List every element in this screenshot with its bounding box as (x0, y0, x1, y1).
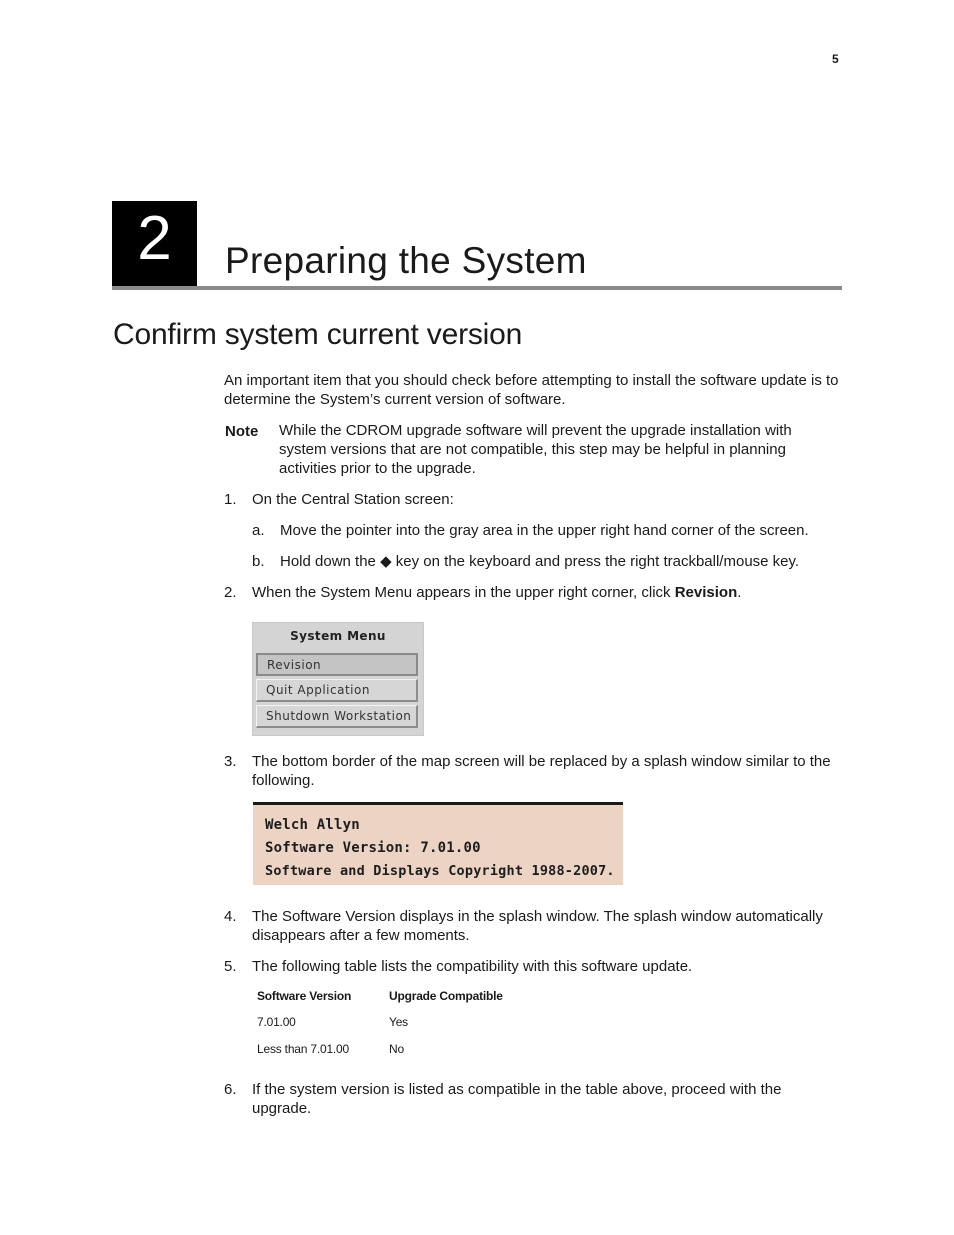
step-1b-text (280, 552, 845, 571)
step-6-text: If the system version is listed as compatible in the table above, proceed with the upgrade. (252, 1081, 782, 1117)
step-5-text: The following table lists the compatibility with this software update. (252, 958, 693, 975)
step-1a-marker: a. (252, 522, 265, 539)
page-number: 5 (832, 52, 839, 66)
system-menu-title: System Menu (290, 629, 386, 643)
step-1a-text: Move the pointer into the gray area in the upper right hand corner of the screen. (280, 522, 809, 539)
table-header-upgrade-compatible: Upgrade Compatible (389, 989, 503, 1003)
step-4-marker: 4. (224, 908, 237, 925)
revision-bold-term: Revision (674, 584, 738, 601)
chapter-number: 2 (137, 204, 172, 273)
menu-item-shutdown-workstation[interactable]: Shutdown Workstation (256, 705, 418, 728)
chapter-number-box (112, 201, 197, 287)
step-6-marker: 6. (224, 1081, 237, 1098)
note-label: Note (225, 423, 259, 440)
section-title: Confirm system current version (113, 318, 523, 351)
table-cell-compatible: Yes (389, 1015, 408, 1029)
step-2-text-before: When the System Menu appears in the upper right corner, click (252, 584, 675, 601)
diamond-key-icon: ◆ (380, 553, 392, 570)
chapter-rule (112, 286, 842, 290)
table-cell-version: 7.01.00 (257, 1015, 296, 1029)
splash-line-company: Welch Allyn (265, 817, 360, 833)
table-cell-compatible: No (389, 1042, 404, 1056)
step-5-marker: 5. (224, 958, 237, 975)
menu-item-revision[interactable]: Revision (256, 653, 418, 676)
step-2-text-after: . (737, 584, 742, 601)
chapter-title: Preparing the System (225, 240, 587, 281)
step-2-marker: 2. (224, 584, 237, 601)
splash-line-copyright: Software and Displays Copyright 1988-2007. (265, 863, 615, 879)
step-3-text: The bottom border of the map screen will be replaced by a splash window similar to the following. (252, 753, 831, 789)
step-1-text: On the Central Station screen: (252, 491, 454, 508)
step-1b-marker: b. (252, 553, 265, 570)
splash-line-version: Software Version: 7.01.00 (265, 840, 481, 856)
step-1b-text-after: key on the keyboard and press the right trackball/mouse key. (391, 553, 800, 570)
note-text: While the CDROM upgrade software will prevent the upgrade installation with system versions that are not compatible, this step may be helpful in planning activities prior to the upgrade. (279, 422, 792, 477)
step-1-marker: 1. (224, 491, 237, 508)
step-1b-text-before: Hold down the (280, 553, 381, 570)
step-2-text (252, 583, 842, 602)
splash-window-screenshot (253, 802, 623, 885)
table-cell-version: Less than 7.01.00 (257, 1042, 350, 1056)
intro-paragraph: An important item that you should check before attempting to install the software update is to determine the System’s current version of software. (224, 372, 839, 408)
step-3-marker: 3. (224, 753, 237, 770)
table-header-software-version: Software Version (257, 989, 352, 1003)
system-menu-screenshot (252, 622, 424, 736)
step-4-text: The Software Version displays in the splash window. The splash window automatically disappears after a few moments. (252, 908, 823, 944)
menu-item-quit-application[interactable]: Quit Application (256, 679, 418, 702)
